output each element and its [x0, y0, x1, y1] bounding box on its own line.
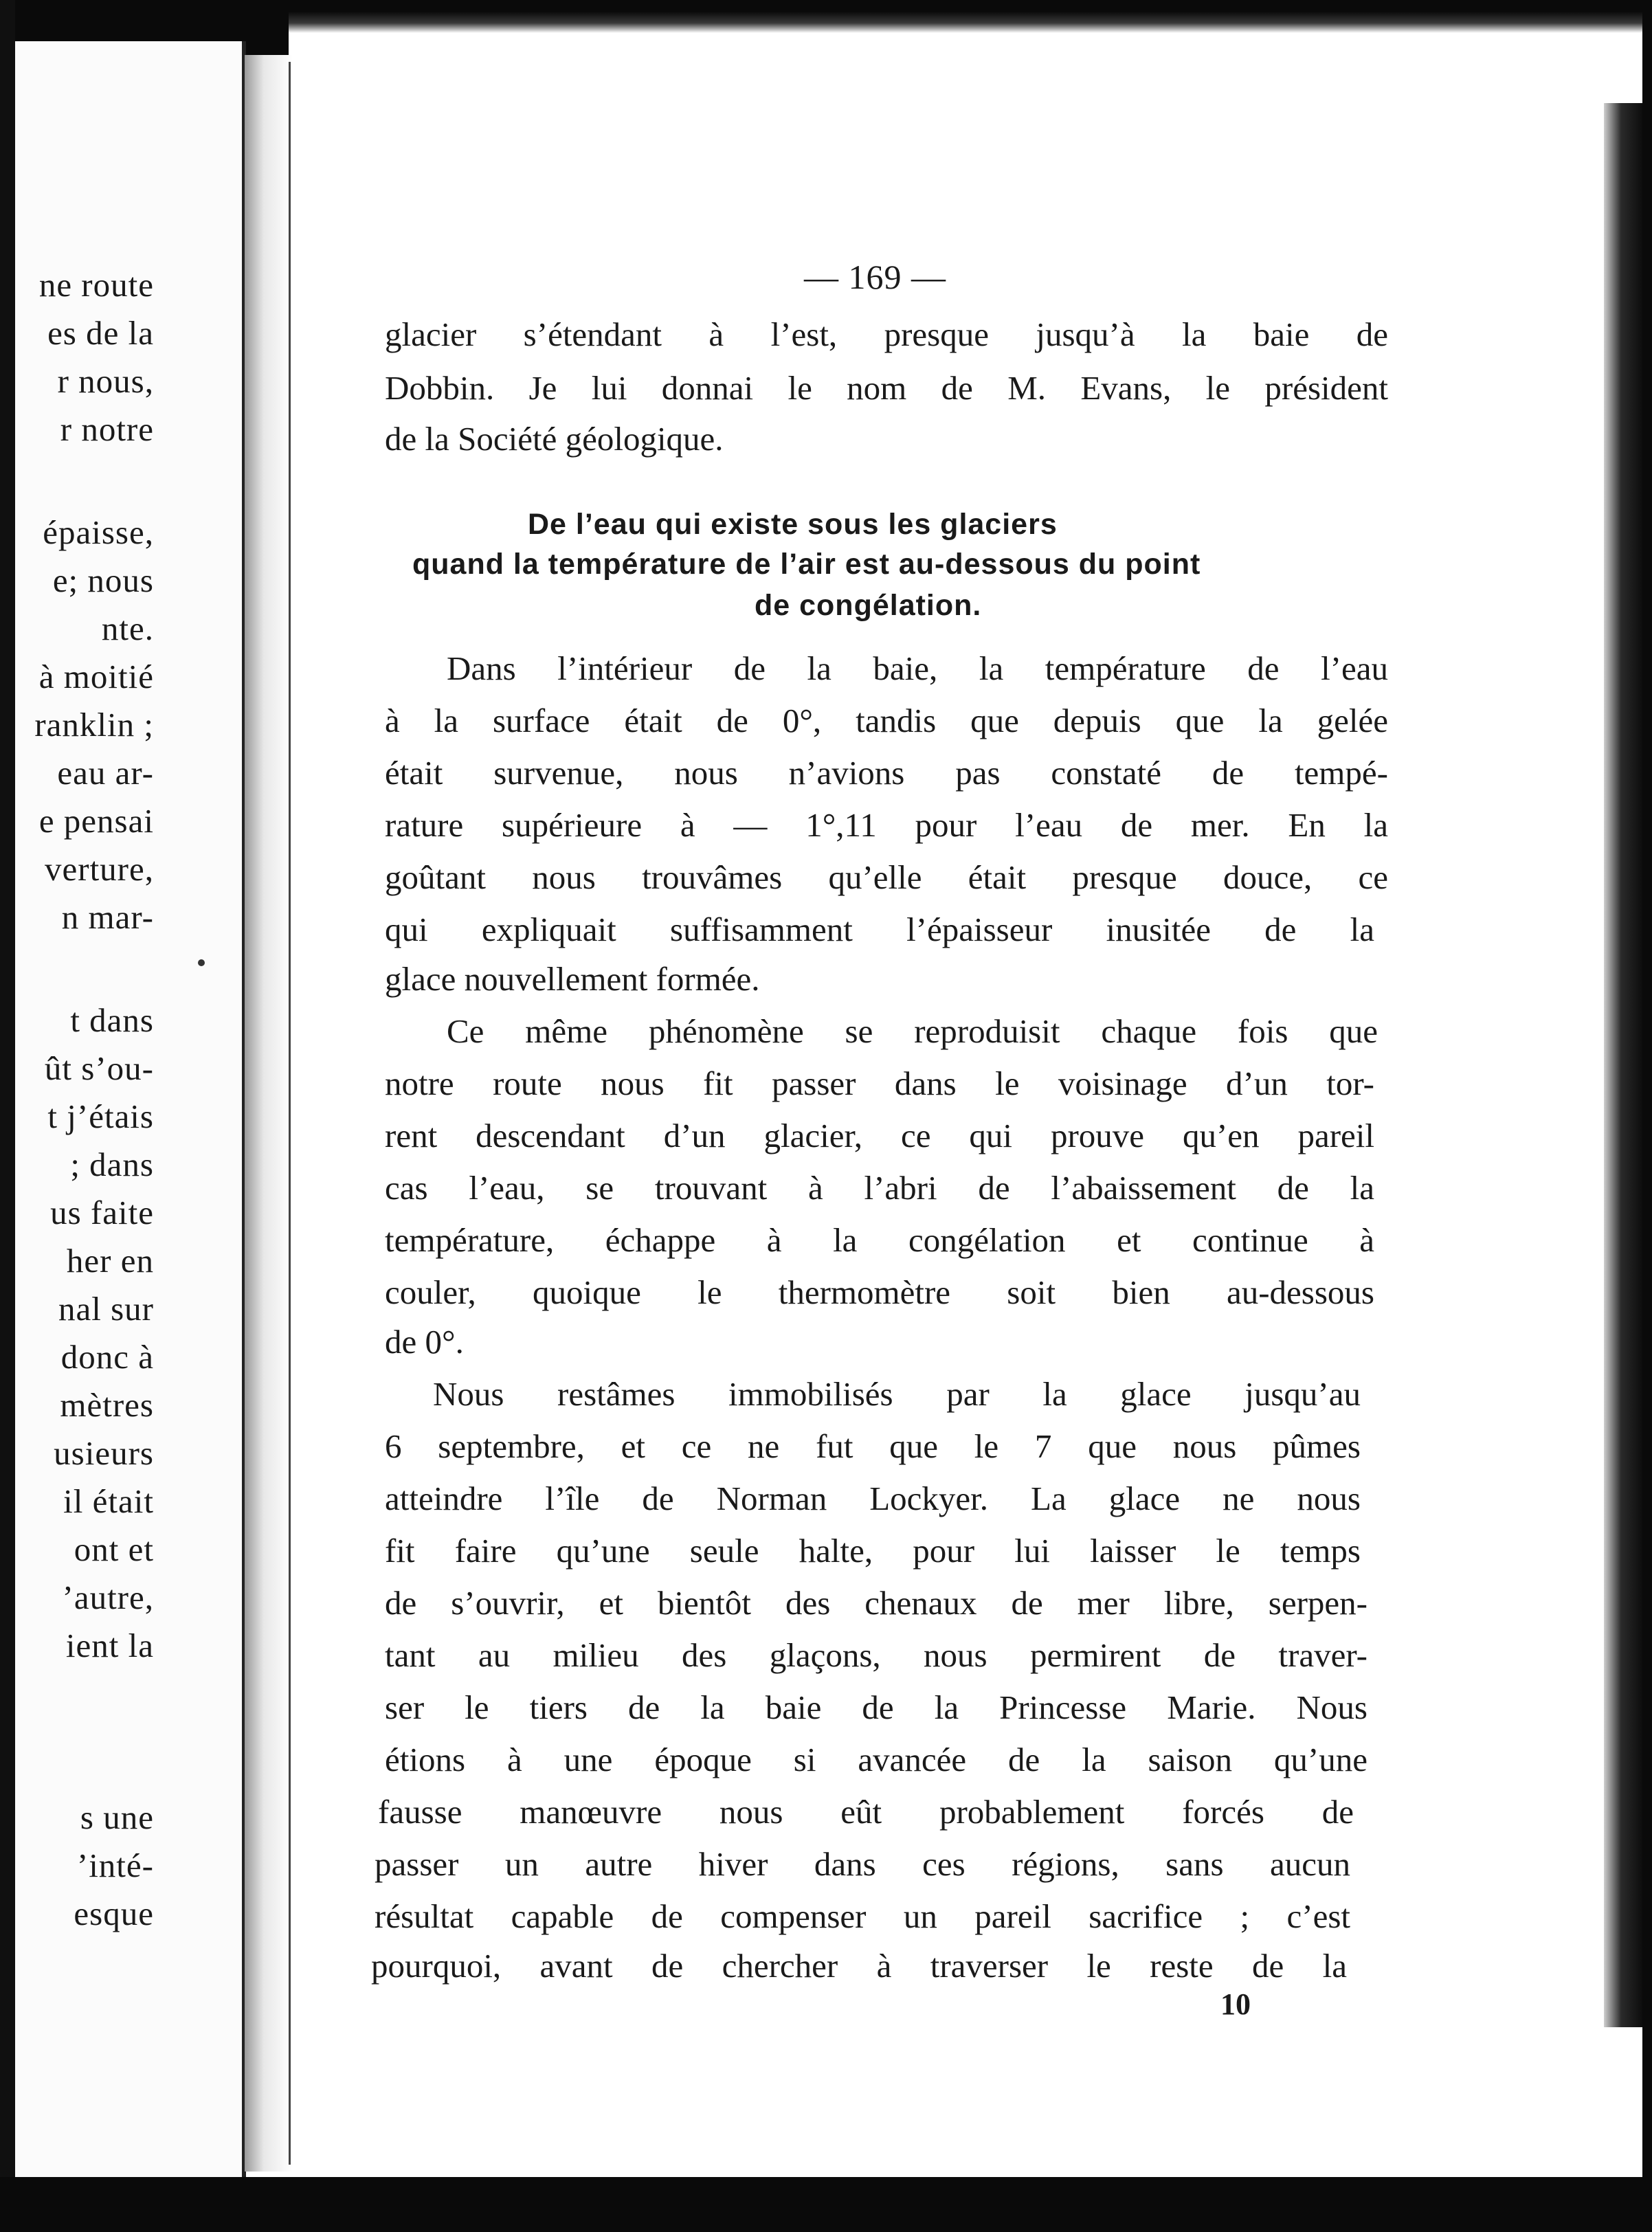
- left-page-line: es de la: [47, 314, 154, 352]
- left-page-line: e; nous: [52, 561, 154, 599]
- scanner-right-edge: [1642, 0, 1652, 2232]
- left-page-line: t j’étais: [47, 1097, 154, 1135]
- left-page-line: donc à: [60, 1338, 154, 1376]
- paragraph-line: fausse manœuvre nous eût probablement forcés de: [378, 1793, 1354, 1831]
- left-page-line: nal sur: [58, 1290, 154, 1328]
- scanner-left-edge: [0, 0, 15, 2232]
- paragraph-line: qui expliquait suffisamment l’épaisseur inusitée de la: [385, 911, 1374, 948]
- left-page-line: ’inté-: [76, 1846, 154, 1884]
- paragraph-line: à la surface était de 0°, tandis que depuis que la gelée: [385, 702, 1388, 739]
- left-page-line: ranklin ;: [34, 706, 154, 744]
- heading-line: quand la température de l’air est au-dessous du point: [412, 548, 1201, 581]
- left-page-line: mètres: [60, 1386, 154, 1424]
- left-page-line: nte.: [101, 610, 154, 647]
- signature-mark: 10: [1220, 1987, 1251, 2021]
- left-page-line: s une: [80, 1798, 154, 1836]
- paragraph-line: de 0°.: [385, 1323, 464, 1361]
- paragraph-line: pourquoi, avant de chercher à traverser le reste de la: [371, 1947, 1347, 1985]
- paragraph-line: ser le tiers de la baie de la Princesse Marie. Nous: [385, 1688, 1368, 1726]
- paragraph-line: fit faire qu’une seule halte, pour lui laisser le temps: [385, 1532, 1361, 1570]
- paragraph-line: glace nouvellement formée.: [385, 960, 760, 998]
- heading-line: de congélation.: [755, 589, 982, 622]
- left-page-line: ût s’ou-: [44, 1049, 154, 1087]
- paragraph-line: de s’ouvrir, et bientôt des chenaux de mer libre, serpen-: [385, 1584, 1368, 1622]
- paragraph-line: était survenue, nous n’avions pas constaté de tempé-: [385, 754, 1388, 792]
- paragraph-line: notre route nous fit passer dans le voisinage d’un tor-: [385, 1064, 1374, 1102]
- left-page-line: her en: [66, 1242, 154, 1280]
- left-page-line: ’autre,: [62, 1578, 154, 1616]
- paragraph-line: Ce même phénomène se reproduisit chaque fois que: [447, 1012, 1378, 1050]
- left-page-fragment: [15, 41, 246, 2177]
- paragraph-line: Dans l’intérieur de la baie, la température de l’eau: [447, 649, 1388, 687]
- left-page-line: épaisse,: [43, 513, 154, 551]
- left-page-line: r notre: [60, 410, 154, 448]
- paragraph-line: 6 septembre, et ce ne fut que le 7 que nous pûmes: [385, 1427, 1361, 1465]
- left-page-line: eau ar-: [57, 754, 154, 792]
- page-stack-edge: [1604, 103, 1642, 2027]
- left-page-line: esque: [74, 1895, 154, 1932]
- paragraph-line: étions à une époque si avancée de la saison qu’une: [385, 1741, 1368, 1778]
- paragraph-line: température, échappe à la congélation et continue à: [385, 1221, 1374, 1259]
- ink-speck: [198, 959, 205, 966]
- scanner-bottom-edge: [0, 2177, 1652, 2232]
- page-number: — 169 —: [804, 258, 946, 296]
- intro-line: de la Société géologique.: [385, 420, 724, 458]
- left-page-line: verture,: [45, 850, 154, 888]
- paragraph-line: résultat capable de compenser un pareil sacrifice ; c’est: [375, 1897, 1350, 1935]
- paragraph-line: Nous restâmes immobilisés par la glace jusqu’au: [433, 1375, 1361, 1413]
- left-page-line: ne route: [38, 266, 154, 304]
- left-page-line: n mar-: [61, 898, 154, 936]
- heading-line: De l’eau qui existe sous les glaciers: [528, 508, 1058, 541]
- paragraph-line: goûtant nous trouvâmes qu’elle était presque douce, ce: [385, 858, 1388, 896]
- intro-line: Dobbin. Je lui donnai le nom de M. Evans, le président: [385, 369, 1388, 407]
- left-page-line: ient la: [65, 1627, 154, 1664]
- paragraph-line: rent descendant d’un glacier, ce qui prouve qu’en pareil: [385, 1117, 1374, 1154]
- left-page-line: r nous,: [57, 362, 154, 400]
- left-page-line: il était: [63, 1482, 154, 1520]
- left-page-line: e pensai: [38, 802, 154, 840]
- left-page-line: usieurs: [54, 1434, 154, 1472]
- left-page-line: ; dans: [70, 1146, 154, 1183]
- paragraph-line: cas l’eau, se trouvant à l’abri de l’abaissement de la: [385, 1169, 1374, 1207]
- paragraph-line: rature supérieure à — 1°,11 pour l’eau de mer. En la: [385, 806, 1388, 844]
- intro-line: glacier s’étendant à l’est, presque jusqu’à la baie de: [385, 315, 1388, 353]
- left-page-line: à moitié: [38, 658, 154, 695]
- left-page-line: t dans: [70, 1001, 154, 1039]
- paragraph-line: passer un autre hiver dans ces régions, sans aucun: [375, 1845, 1350, 1883]
- paragraph-line: couler, quoique le thermomètre soit bien au-dessous: [385, 1273, 1374, 1311]
- left-page-line: us faite: [50, 1194, 154, 1231]
- paragraph-line: tant au milieu des glaçons, nous permirent de traver-: [385, 1636, 1368, 1674]
- paragraph-line: atteindre l’île de Norman Lockyer. La glace ne nous: [385, 1480, 1361, 1517]
- book-gutter: [245, 55, 293, 2172]
- left-page-line: ont et: [74, 1530, 154, 1568]
